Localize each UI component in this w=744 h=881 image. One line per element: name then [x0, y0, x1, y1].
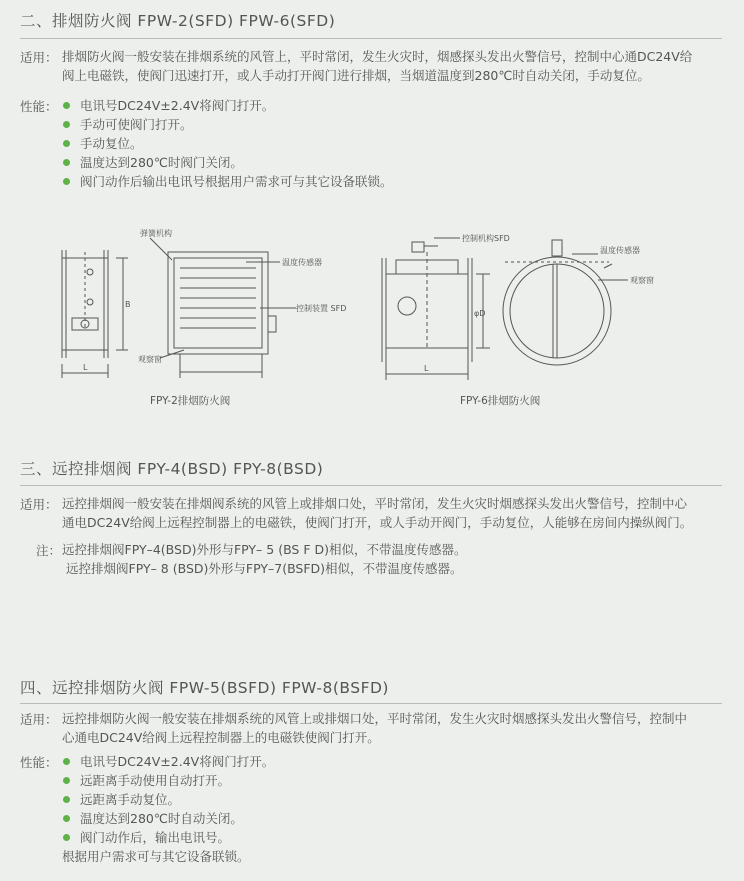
section2-feature-list	[63, 96, 393, 191]
fpy6-diagram	[372, 222, 684, 387]
section3-apply-line2: 通电DC24V给阀上远程控制器上的电磁铁，使阀门打开，或人手动开阀门，手动复位，人能够在房间内操纵阀门。	[62, 515, 693, 530]
section2-apply-line1: 排烟防火阀一般安装在排烟系统的风管上，平时常闭，发生火灾时，烟感探头发出火警信号，控制中心通DC24V给	[62, 49, 693, 64]
bullet-icon	[63, 159, 70, 166]
fpy2-label-window: 观察窗	[138, 355, 162, 364]
section4-divider	[20, 703, 722, 704]
section4-apply-line2: 心通电DC24V给阀上远程控制器上的电磁铁使阀门打开。	[62, 730, 380, 745]
feature-item: 电讯号DC24V±2.4V将阀门打开。	[63, 96, 393, 115]
feature-item: 阀门动作后，输出电讯号。	[63, 828, 274, 847]
fpy6-label-temp: 温度传感器	[600, 246, 640, 255]
bullet-icon	[63, 777, 70, 784]
section2-apply-text	[62, 47, 732, 85]
section4-feature-list	[63, 752, 274, 847]
fpy6-label-control: 控制机构SFD	[462, 234, 510, 243]
feature-item: 电讯号DC24V±2.4V将阀门打开。	[63, 752, 274, 771]
fpy2-dim-b: B	[125, 300, 131, 309]
section4-title: 四、远控排烟防火阀 FPW-5(BSFD) FPW-8(BSFD)	[20, 679, 389, 697]
bullet-icon	[63, 121, 70, 128]
feature-item: 远距离手动复位。	[63, 790, 274, 809]
section4-apply-text	[62, 709, 732, 747]
fpy2-front-frame	[168, 252, 268, 354]
fpy2-label-control: 控制装置 SFD	[296, 304, 347, 313]
section3-apply-line1: 远控排烟阀一般安装在排烟阀系统的风管上或排烟口处，平时常闭，发生火灾时烟感探头发出火警信号，控制中心	[62, 496, 688, 511]
feature-item: 远距离手动使用自动打开。	[63, 771, 274, 790]
bullet-icon	[63, 178, 70, 185]
section2-title: 二、排烟防火阀 FPW-2(SFD) FPW-6(SFD)	[20, 12, 336, 30]
section3-divider	[20, 485, 722, 486]
fpy2-label-temp: 温度传感器	[282, 258, 322, 267]
fpy2-label-spring: 弹簧机构	[140, 229, 172, 238]
bullet-icon	[63, 815, 70, 822]
fpy6-dim-l: L	[424, 364, 429, 373]
section3-apply-text	[62, 494, 732, 532]
section4-apply-label: 适用：	[20, 712, 58, 727]
section3-note-line2: 远控排烟阀FPY– 8 (BSD)外形与FPY–7(BSFD)相似，不带温度传感器。	[66, 561, 463, 576]
section4-footer-note: 根据用户需求可与其它设备联锁。	[62, 849, 250, 864]
section2-apply-label: 适用：	[20, 50, 58, 65]
feature-item: 温度达到280℃时阀门关闭。	[63, 153, 393, 172]
feature-item: 手动可使阀门打开。	[63, 115, 393, 134]
fpy6-dim-d: φD	[474, 309, 486, 318]
feature-item: 手动复位。	[63, 134, 393, 153]
fpy6-caption: FPY-6排烟防火阀	[460, 395, 541, 407]
section4-apply-line1: 远控排烟防火阀一般安装在排烟系统的风管上或排烟口处，平时常闭，发生火灾时烟感探头发出火警信号，控制中	[62, 711, 688, 726]
section2-apply-line2: 阀上电磁铁，使阀门迅速打开，或人手动打开阀门进行排烟，当烟道温度到280℃时自动关闭，手动复位。	[62, 68, 650, 83]
bullet-icon	[63, 140, 70, 147]
fpy2-dim-l: L	[83, 363, 88, 372]
fpy6-label-window: 观察窗	[630, 276, 654, 285]
section3-note-line1: 远控排烟阀FPY–4(BSD)外形与FPY– 5 (BS F D)相似，不带温度传感器。	[62, 542, 467, 557]
feature-item: 温度达到280℃时自动关闭。	[63, 809, 274, 828]
bullet-icon	[63, 834, 70, 841]
section3-note-label: 注：	[36, 543, 62, 558]
section4-perf-label: 性能：	[20, 755, 58, 770]
section2-divider	[20, 38, 722, 39]
section3-title: 三、远控排烟阀 FPY-4(BSD) FPY-8(BSD)	[20, 460, 324, 478]
bullet-icon	[63, 102, 70, 109]
bullet-icon	[63, 758, 70, 765]
fpy2-caption: FPY-2排烟防火阀	[150, 395, 231, 407]
fpy2-diagram	[50, 222, 370, 387]
feature-item: 阀门动作后输出电讯号根据用户需求可与其它设备联锁。	[63, 172, 393, 191]
section3-apply-label: 适用：	[20, 497, 58, 512]
section2-perf-label: 性能：	[20, 99, 58, 114]
bullet-icon	[63, 796, 70, 803]
